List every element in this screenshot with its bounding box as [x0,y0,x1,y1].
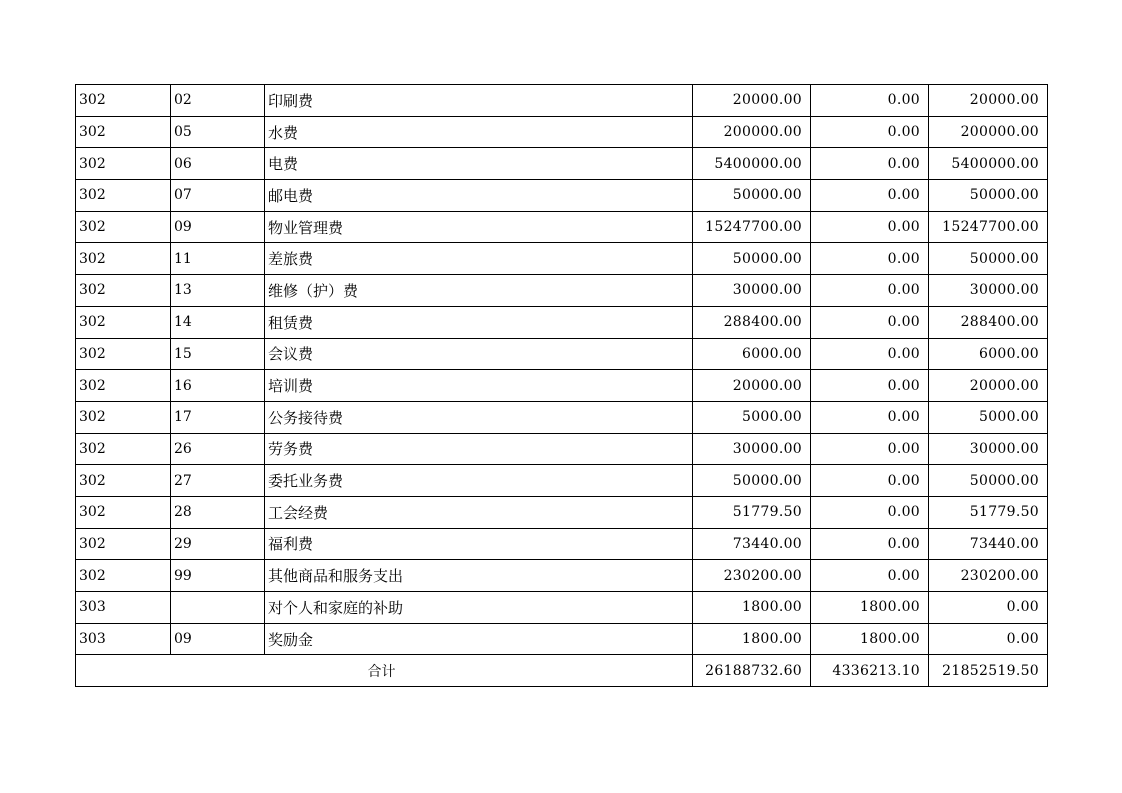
summary-row [76,655,1048,687]
item-code-cell: 28 [171,496,265,528]
total-amount-cell: 1800.00 [693,592,811,624]
item-name-cell: 委托业务费 [265,465,693,497]
class-code-cell: 302 [76,370,171,402]
project-amount-cell: 6000.00 [929,338,1048,370]
table-row [76,496,1048,528]
item-code-cell: 02 [171,85,265,117]
basic-amount-cell: 0.00 [811,243,929,275]
item-code-cell: 29 [171,528,265,560]
class-code-cell: 302 [76,116,171,148]
project-amount-cell: 200000.00 [929,116,1048,148]
project-amount-cell: 73440.00 [929,528,1048,560]
total-amount-cell: 6000.00 [693,338,811,370]
project-amount-cell: 0.00 [929,623,1048,655]
table-row [76,116,1048,148]
class-code-cell: 302 [76,433,171,465]
project-amount-cell: 230200.00 [929,560,1048,592]
item-code-cell: 05 [171,116,265,148]
basic-amount-cell: 0.00 [811,116,929,148]
project-amount-cell: 5000.00 [929,401,1048,433]
item-name-cell: 工会经费 [265,496,693,528]
total-amount-cell: 73440.00 [693,528,811,560]
class-code-cell: 302 [76,401,171,433]
basic-amount-cell: 0.00 [811,433,929,465]
item-name-cell: 物业管理费 [265,211,693,243]
budget-table-sheet [75,84,1047,687]
total-amount-cell: 20000.00 [693,370,811,402]
table-row [76,148,1048,180]
basic-amount-cell: 0.00 [811,370,929,402]
total-amount-cell: 20000.00 [693,85,811,117]
class-code-cell: 302 [76,148,171,180]
basic-amount-cell: 0.00 [811,275,929,307]
class-code-cell: 302 [76,85,171,117]
table-row [76,433,1048,465]
table-row [76,592,1048,624]
class-code-cell: 302 [76,180,171,212]
table-row [76,401,1048,433]
basic-amount-cell: 1800.00 [811,592,929,624]
total-amount-cell: 50000.00 [693,243,811,275]
item-code-cell: 99 [171,560,265,592]
table-row [76,623,1048,655]
item-code-cell: 15 [171,338,265,370]
class-code-cell: 302 [76,306,171,338]
summary-project: 21852519.50 [929,655,1048,687]
class-code-cell: 303 [76,623,171,655]
item-name-cell: 邮电费 [265,180,693,212]
item-name-cell: 电费 [265,148,693,180]
item-code-cell: 14 [171,306,265,338]
total-amount-cell: 1800.00 [693,623,811,655]
basic-amount-cell: 0.00 [811,211,929,243]
class-code-cell: 302 [76,560,171,592]
project-amount-cell: 15247700.00 [929,211,1048,243]
project-amount-cell: 20000.00 [929,370,1048,402]
item-code-cell: 17 [171,401,265,433]
basic-amount-cell: 0.00 [811,306,929,338]
total-amount-cell: 5400000.00 [693,148,811,180]
item-code-cell: 27 [171,465,265,497]
item-name-cell: 会议费 [265,338,693,370]
table-row [76,338,1048,370]
class-code-cell: 302 [76,211,171,243]
item-name-cell: 公务接待费 [265,401,693,433]
project-amount-cell: 50000.00 [929,180,1048,212]
item-name-cell: 对个人和家庭的补助 [265,592,693,624]
basic-amount-cell: 0.00 [811,465,929,497]
table-row [76,275,1048,307]
project-amount-cell: 30000.00 [929,433,1048,465]
project-amount-cell: 50000.00 [929,243,1048,275]
total-amount-cell: 30000.00 [693,433,811,465]
item-code-cell [171,592,265,624]
item-code-cell: 26 [171,433,265,465]
summary-label: 合计 [76,655,693,687]
total-amount-cell: 200000.00 [693,116,811,148]
item-code-cell: 13 [171,275,265,307]
item-name-cell: 其他商品和服务支出 [265,560,693,592]
item-name-cell: 差旅费 [265,243,693,275]
total-amount-cell: 50000.00 [693,180,811,212]
item-name-cell: 福利费 [265,528,693,560]
item-code-cell: 09 [171,211,265,243]
project-amount-cell: 20000.00 [929,85,1048,117]
basic-amount-cell: 0.00 [811,85,929,117]
item-name-cell: 奖励金 [265,623,693,655]
table-row [76,528,1048,560]
item-code-cell: 07 [171,180,265,212]
item-code-cell: 09 [171,623,265,655]
total-amount-cell: 51779.50 [693,496,811,528]
table-row [76,370,1048,402]
project-amount-cell: 0.00 [929,592,1048,624]
table-body [76,85,1048,655]
class-code-cell: 302 [76,528,171,560]
item-name-cell: 租赁费 [265,306,693,338]
class-code-cell: 303 [76,592,171,624]
basic-amount-cell: 0.00 [811,338,929,370]
total-amount-cell: 5000.00 [693,401,811,433]
item-name-cell: 水费 [265,116,693,148]
total-amount-cell: 50000.00 [693,465,811,497]
item-name-cell: 印刷费 [265,85,693,117]
expenditure-table [75,84,1048,687]
project-amount-cell: 51779.50 [929,496,1048,528]
total-amount-cell: 288400.00 [693,306,811,338]
item-code-cell: 11 [171,243,265,275]
class-code-cell: 302 [76,465,171,497]
project-amount-cell: 30000.00 [929,275,1048,307]
basic-amount-cell: 1800.00 [811,623,929,655]
basic-amount-cell: 0.00 [811,180,929,212]
basic-amount-cell: 0.00 [811,528,929,560]
class-code-cell: 302 [76,338,171,370]
table-row [76,465,1048,497]
project-amount-cell: 288400.00 [929,306,1048,338]
summary-total: 26188732.60 [693,655,811,687]
item-code-cell: 16 [171,370,265,402]
table-row [76,85,1048,117]
summary-basic: 4336213.10 [811,655,929,687]
basic-amount-cell: 0.00 [811,401,929,433]
item-name-cell: 培训费 [265,370,693,402]
table-row [76,306,1048,338]
basic-amount-cell: 0.00 [811,496,929,528]
total-amount-cell: 30000.00 [693,275,811,307]
table-row [76,180,1048,212]
basic-amount-cell: 0.00 [811,148,929,180]
table-row [76,211,1048,243]
project-amount-cell: 5400000.00 [929,148,1048,180]
basic-amount-cell: 0.00 [811,560,929,592]
item-name-cell: 维修（护）费 [265,275,693,307]
item-name-cell: 劳务费 [265,433,693,465]
total-amount-cell: 230200.00 [693,560,811,592]
total-amount-cell: 15247700.00 [693,211,811,243]
class-code-cell: 302 [76,275,171,307]
table-row [76,243,1048,275]
project-amount-cell: 50000.00 [929,465,1048,497]
table-row [76,560,1048,592]
class-code-cell: 302 [76,243,171,275]
class-code-cell: 302 [76,496,171,528]
item-code-cell: 06 [171,148,265,180]
